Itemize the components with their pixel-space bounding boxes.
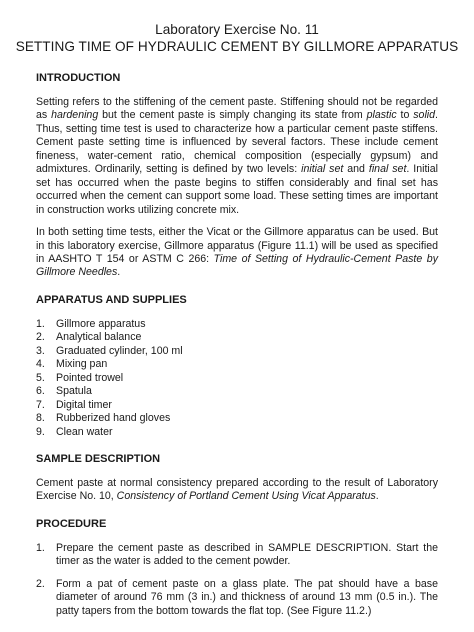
- list-item-text: Mixing pan: [56, 358, 108, 371]
- list-item-text: Analytical balance: [56, 331, 142, 344]
- italic-run: final set: [368, 163, 407, 176]
- list-item-text: Spatula: [56, 385, 92, 398]
- list-item: [36, 578, 438, 618]
- exercise-number: Laboratory Exercise No. 11: [155, 22, 319, 37]
- list-item-number: 4.: [36, 358, 45, 371]
- text-run: Cement paste at normal consistency prepared according to the result of Laboratory Exercise No. 10,: [36, 476, 438, 503]
- apparatus-heading: APPARATUS AND SUPPLIES: [36, 293, 187, 306]
- list-item: [36, 426, 438, 439]
- procedure-list: [36, 542, 438, 618]
- list-item: [36, 399, 438, 412]
- text-run: .: [117, 266, 121, 279]
- italic-run: initial set: [301, 163, 344, 176]
- list-item-text: Rubberized hand gloves: [56, 412, 171, 425]
- list-item: [36, 345, 438, 358]
- list-item-text: Pointed trowel: [56, 371, 124, 384]
- italic-run: hardening: [51, 109, 99, 122]
- italic-run: Time of Setting of Hydraulic-Cement Paste by Gillmore Needles: [36, 252, 438, 279]
- introduction-paragraph-2: [36, 226, 438, 280]
- list-item-number: 7.: [36, 398, 45, 411]
- text-run: . Initial set has occurred when the paste begins to stiffen considerably and final set has occurred when the cement can support some load. These setting times are important in construction works utilizing concrete mix.: [36, 163, 439, 216]
- list-item: [36, 318, 438, 331]
- list-item-text: Form a pat of cement paste on a glass plate. The pat should have a base diameter of around 76 mm (3 in.) and thickness of around 13 mm (0.5 in.). The patty tapers from the bottom towards the flat top. (See Figure 11.2.): [56, 577, 438, 617]
- list-item-text: Digital timer: [56, 398, 112, 411]
- list-item-text: Clean water: [56, 425, 113, 438]
- list-item-number: 3.: [36, 344, 45, 357]
- list-item: [36, 372, 438, 385]
- list-item: [36, 331, 438, 344]
- text-run: but the cement paste is simply changing its state from: [98, 109, 367, 122]
- list-item: [36, 412, 438, 425]
- list-item: [36, 542, 438, 569]
- apparatus-list: [36, 318, 438, 439]
- procedure-heading: PROCEDURE: [36, 517, 107, 530]
- list-item-text: Prepare the cement paste as described in SAMPLE DESCRIPTION. Start the timer as the water is added to the cement powder.: [56, 541, 438, 568]
- list-item-number: 9.: [36, 425, 45, 438]
- sample-heading: SAMPLE DESCRIPTION: [36, 452, 161, 465]
- introduction-paragraph-1: [36, 96, 438, 217]
- document-body: [36, 72, 438, 627]
- exercise-title: SETTING TIME OF HYDRAULIC CEMENT BY GILLMORE APPARATUS: [15, 39, 459, 54]
- text-run: In both setting time tests, either the Vicat or the Gillmore apparatus can be used. But in this laboratory exercise, Gillmore apparatus (Figure 11.1) will be used as specified in AASHTO T 154 or ASTM C 266:: [36, 226, 438, 265]
- list-item: [36, 385, 438, 398]
- list-item-text: Gillmore apparatus: [56, 317, 146, 330]
- text-run: .: [375, 490, 379, 503]
- introduction-heading: INTRODUCTION: [36, 72, 121, 84]
- list-item-number: 1.: [36, 317, 45, 330]
- text-run: . Thus, setting time test is used to characterize how a particular cement paste stiffens. Cement paste setting time is influenced by several factors. These include cement fineness, water-cement ratio, chemical composition (especially gypsum) and admixtures. Ordinarily, setting is defined by two levels:: [36, 109, 438, 176]
- list-item-text: Graduated cylinder, 100 ml: [56, 344, 183, 357]
- list-item-number: 5.: [36, 371, 45, 384]
- list-item-number: 1.: [36, 541, 45, 554]
- text-run: to: [396, 109, 414, 122]
- list-item-number: 8.: [36, 412, 45, 425]
- list-item-number: 2.: [36, 331, 45, 344]
- sample-paragraph: [36, 477, 438, 504]
- list-item-number: 2.: [36, 577, 45, 590]
- italic-run: solid: [413, 109, 436, 122]
- text-run: Setting refers to the stiffening of the cement paste. Stiffening should not be regarded as: [36, 96, 438, 122]
- italic-run: plastic: [366, 109, 397, 122]
- text-run: and: [343, 163, 369, 176]
- list-item-number: 6.: [36, 385, 45, 398]
- list-item: [36, 358, 438, 371]
- italic-run: Consistency of Portland Cement Using Vicat Apparatus: [116, 490, 376, 503]
